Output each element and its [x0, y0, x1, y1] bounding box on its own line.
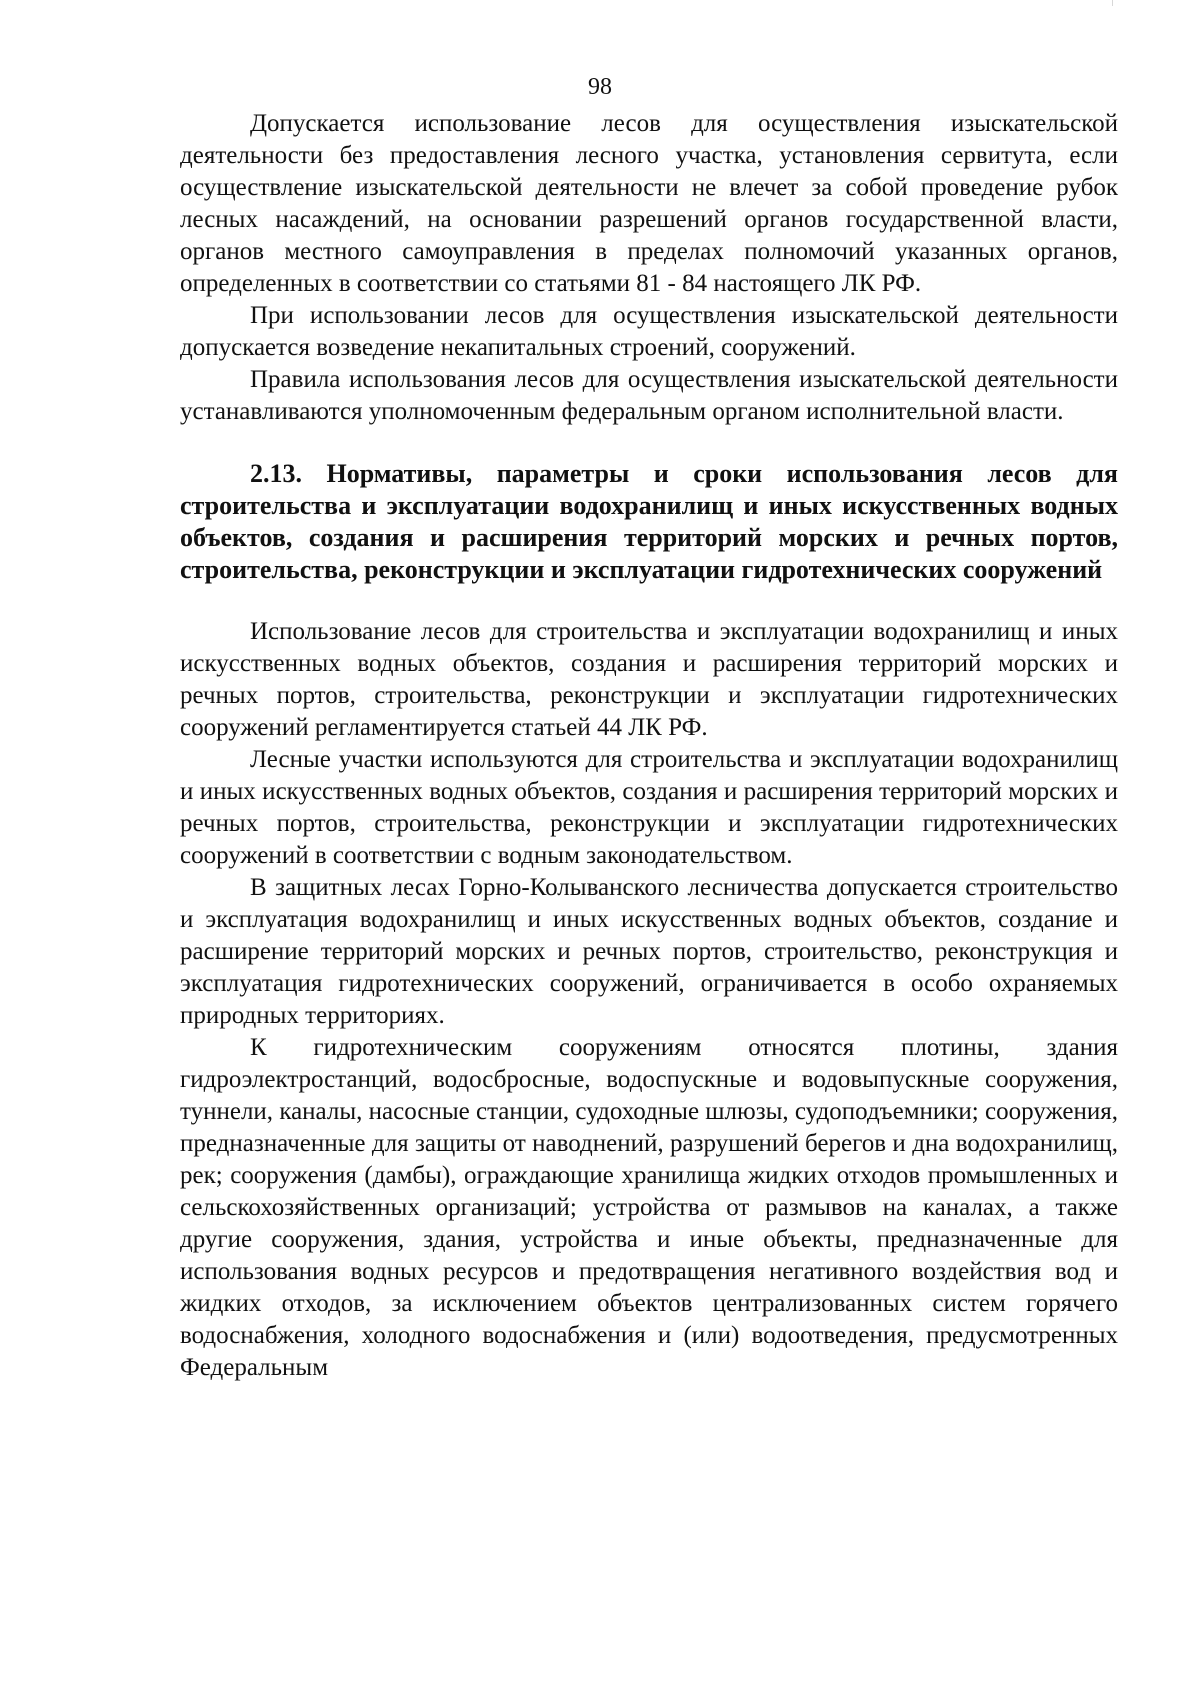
scan-edge-mark: [1112, 0, 1113, 6]
paragraph: Правила использования лесов для осуществления изыскательской деятельности устанавливаются уполномоченным федеральным органом исполнительной власти.: [180, 366, 1118, 425]
paragraph: К гидротехническим сооружениям относятся плотины, здания гидроэлектростанций, водосбросные, водоспускные и водовыпускные сооружения, туннели, каналы, насосные станции, судоходные шлюзы, судоподъемники; сооружения, предназначенные для защиты от наводнений, разрушений берегов и дна водохранилищ, рек; сооружения (дамбы), ограждающие хранилища жидких отходов промышленных и сельскохозяйственных организаций; устройства от размывов на каналах, а также другие сооружения, здания, устройства и иные объекты, предназначенные для использования водных ресурсов и предотвращения негативного воздействия вод и жидких отходов, за исключением объектов централизованных систем горячего водоснабжения, холодного водоснабжения и (или) водоотведения, предусмотренных Федеральным: [180, 1034, 1118, 1381]
paragraph: При использовании лесов для осуществления изыскательской деятельности допускается возведение некапитальных строений, сооружений.: [180, 302, 1118, 361]
page-body: [180, 108, 1118, 1384]
paragraph: В защитных лесах Горно-Колыванского лесничества допускается строительство и эксплуатация водохранилищ и иных искусственных водных объектов, создание и расширение территорий морских и речных портов, строительство, реконструкция и эксплуатация гидротехнических сооружений, ограничивается в особо охраняемых природных территориях.: [180, 874, 1118, 1029]
page-number: 98: [588, 74, 612, 100]
paragraph: Использование лесов для строительства и эксплуатации водохранилищ и иных искусственных водных объектов, создания и расширения территорий морских и речных портов, строительства, реконструкции и эксплуатации гидротехнических сооружений регламентируется статьей 44 ЛК РФ.: [180, 618, 1118, 741]
paragraph: Допускается использование лесов для осуществления изыскательской деятельности без предоставления лесного участка, установления сервитута, если осуществление изыскательской деятельности не влечет за собой проведение рубок лесных насаждений, на основании разрешений органов государственной власти, органов местного самоуправления в пределах полномочий указанных органов, определенных в соответствии со статьями 81 - 84 настоящего ЛК РФ.: [180, 110, 1118, 297]
section-heading: 2.13. Нормативы, параметры и сроки использования лесов для строительства и эксплуатации водохранилищ и иных искусственных водных объектов, создания и расширения территорий морских и речных портов, строительства, реконструкции и эксплуатации гидротехнических сооружений: [180, 459, 1118, 584]
paragraph: Лесные участки используются для строительства и эксплуатации водохранилищ и иных искусственных водных объектов, создания и расширения территорий морских и речных портов, строительства, реконструкции и эксплуатации гидротехнических сооружений в соответствии с водным законодательством.: [180, 746, 1118, 869]
